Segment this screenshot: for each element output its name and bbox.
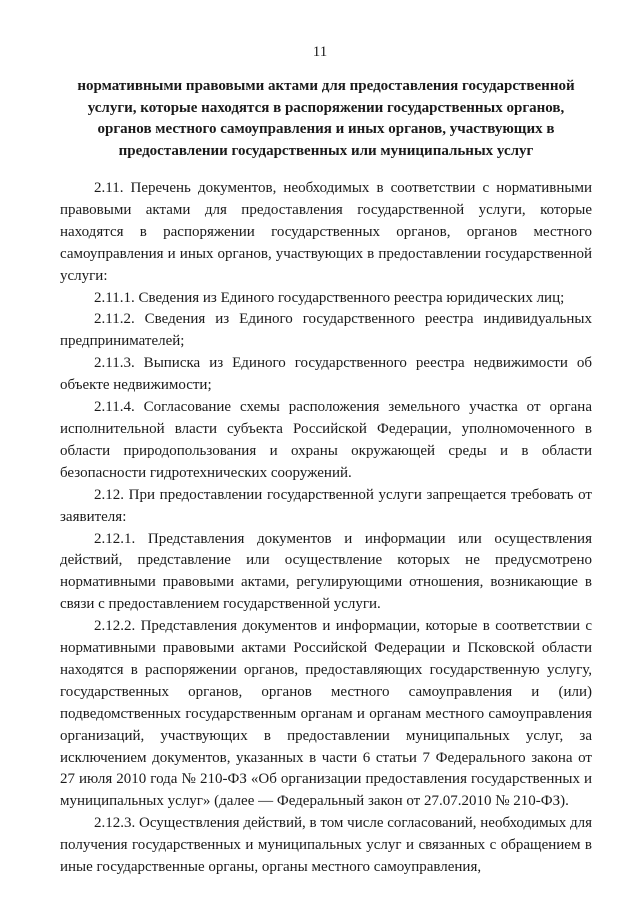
paragraph-2-12-2: 2.12.2. Представления документов и информации, которые в соответствии с нормативными правовыми актами Российской Федерации и Псковской области находятся в распоряжении органов, предоставляющих государственную услугу, государственных органов, органов местного самоуправления и (или) подведомственных государственным органам и органам местного самоуправления организаций, участвующих в предоставлении муниципальных услуг, за исключением документов, указанных в части 6 статьи 7 Федерального закона от 27 июля 2010 года № 210-ФЗ «Об организации предоставления государственных и муниципальных услуг» (далее — Федеральный закон от 27.07.2010 № 210-ФЗ). xyxy=(60,618,592,810)
document-body xyxy=(60,178,592,879)
paragraph-2-12: 2.12. При предоставлении государственной услуги запрещается требовать от заявителя: xyxy=(60,486,592,525)
paragraph-2-11-1: 2.11.1. Сведения из Единого государственного реестра юридических лиц; xyxy=(94,289,565,306)
paragraph-2-11-3: 2.11.3. Выписка из Единого государственного реестра недвижимости об объекте недвижимости; xyxy=(60,355,592,394)
paragraph-2-11-4: 2.11.4. Согласование схемы расположения земельного участка от органа исполнительной власти субъекта Российской Федерации, уполномоченного в области природопользования и охраны окружающей среды и в области безопасности гидротехнических сооружений. xyxy=(60,399,592,481)
paragraph-2-11: 2.11. Перечень документов, необходимых в соответствии с нормативными правовыми актами для предоставления государственной услуги, которые находятся в распоряжении государственных органов, органов местного самоуправления и иных органов, участвующих в предоставлении государственной услуги: xyxy=(60,180,592,284)
page-number: 11 xyxy=(312,44,328,60)
paragraph-2-12-3: 2.12.3. Осуществления действий, в том числе согласований, необходимых для получения государственных и муниципальных услуг и связанных с обращением в иные государственные органы, органы местного самоуправления, xyxy=(60,815,592,876)
paragraph-2-11-2: 2.11.2. Сведения из Единого государственного реестра индивидуальных предпринимателей; xyxy=(60,311,592,350)
section-heading: нормативными правовыми актами для предоставления государственной услуги, которые находятся в распоряжении государственных органов, органов местного самоуправления и иных органов, участвующих в предоставлении государственных или муниципальных услуг xyxy=(77,78,575,159)
paragraph-2-12-1: 2.12.1. Представления документов и информации или осуществления действий, представление или осуществление которых не предусмотрено нормативными правовыми актами, регулирующими отношения, возникающие в связи с предоставлением государственной услуги. xyxy=(60,530,592,613)
